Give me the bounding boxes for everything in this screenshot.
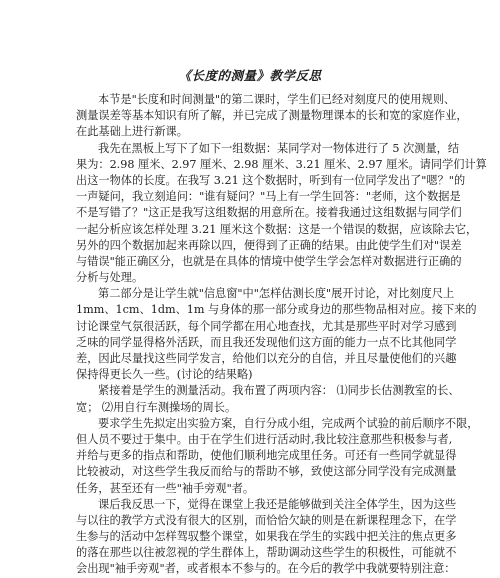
text-line: 差，因此尽量找这些同学发言，给他们以充分的自信，并且尽量使他们的兴趣 xyxy=(76,352,457,365)
text-line: 出这一物体的长度。在我写 3.21 这个数据时，听到有一位同学发出了"嗯？"的 xyxy=(76,173,466,187)
text-line: 不是写错了？"这正是我写这组数据的用意所在。接着我通过这组数据与同学们 xyxy=(76,206,462,220)
text-line: 果为：2.98 厘米、2.97 厘米、2.98 厘米、3.21 厘米、2.97 厘米。请同学们计算 xyxy=(76,157,487,171)
text-line: 测量误差等基本知识有所了解，并已完成了测量物理课本的长和宽的家庭作业， xyxy=(76,109,468,123)
text-line: 我先在黑板上写下了如下一组数据：某同学对一物体进行了 5 次测量，结 xyxy=(98,141,460,155)
text-line: 本节是"长度和时间测量"的第二课时，学生们已经对刻度尺的使用规则、 xyxy=(98,93,456,106)
text-line: 比较被动，对这些学生我反而给与的帮助不够，致使这部分同学没有完成测量 xyxy=(76,465,457,479)
text-line: 第二部分是让学生就"信息窗"中"怎样估测长度"展开讨论，对比刻度尺上 xyxy=(98,287,455,301)
text-line: 讨论课堂气氛很活跃，每个同学都在用心地查找，尤其是那些平时对学习感到 xyxy=(76,319,457,333)
text-line: 乏味的同学显得格外活跃，而且我还发现他们这方面的能力一点不比其他同学 xyxy=(76,335,457,349)
text-line: 1mm、1cm、1dm、1m 与身体的那一部分或身边的那些物品相对应。接下来的 xyxy=(76,303,477,317)
text-line: 在此基础上进行新课。 xyxy=(76,125,188,139)
text-line: 一起分析应该怎样处理 3.21 厘米这个数据：这是一个错误的数据，应该除去它， xyxy=(76,222,478,236)
text-line: 但人员不要过于集中。由于在学生们进行活动时,我比较注意那些积极参与者, xyxy=(76,432,453,446)
document-title: 《长度的测量》教学反思 xyxy=(178,68,322,83)
text-line: 会出现"袖手旁观"者，或者根本不参与的。在今后的教学中我就要特别注意： xyxy=(76,562,456,576)
text-line: 的落在那些以往被忽视的学生群体上，帮助调动这些学生的积极性，可能就不 xyxy=(76,546,457,560)
text-line: 要求学生先拟定出实验方案，自行分成小组，完成两个试验的前后顺序不限， xyxy=(98,416,479,430)
text-line: 另外的四个数据加起来再除以四，便得到了正确的结果。由此使学生们对"误差 xyxy=(76,238,462,252)
text-line: 与错误"能正确区分，也就是在具体的情境中使学生学会怎样对数据进行正确的 xyxy=(76,254,462,268)
text-line: 生参与的活动中怎样驾驭整个课堂，如果我在学生的实践中把关注的焦点更多 xyxy=(76,530,457,544)
text-line: 任务，甚至还有一些"袖手旁观"者。 xyxy=(76,481,255,495)
text-line: 一声疑问，我立刻追问："谁有疑问？"马上有一学生回答："老师，这个数据是 xyxy=(76,190,461,204)
text-line: 并给与更多的指点和帮助，使他们顺利地完成里任务。可还有一些同学就显得 xyxy=(76,449,457,463)
text-line: 紧接着是学生的测量活动。我布置了两项内容： ⑴同步长估测教室的长、 xyxy=(98,384,460,398)
text-line: 宽； ⑵用自行车测操场的周长。 xyxy=(76,400,237,414)
text-line: 保持得更长久一些。(讨论的结果略) xyxy=(76,368,253,382)
text-line: 与以往的教学方式没有很大的区别，而恰恰欠缺的则是在新课程理念下，在学 xyxy=(76,513,457,527)
document-body xyxy=(76,92,487,578)
text-line: 分析与处理。 xyxy=(76,271,144,285)
text-line: 课后我反思一下，觉得在课堂上我还是能够做到关注全体学生，因为这些 xyxy=(98,497,457,511)
